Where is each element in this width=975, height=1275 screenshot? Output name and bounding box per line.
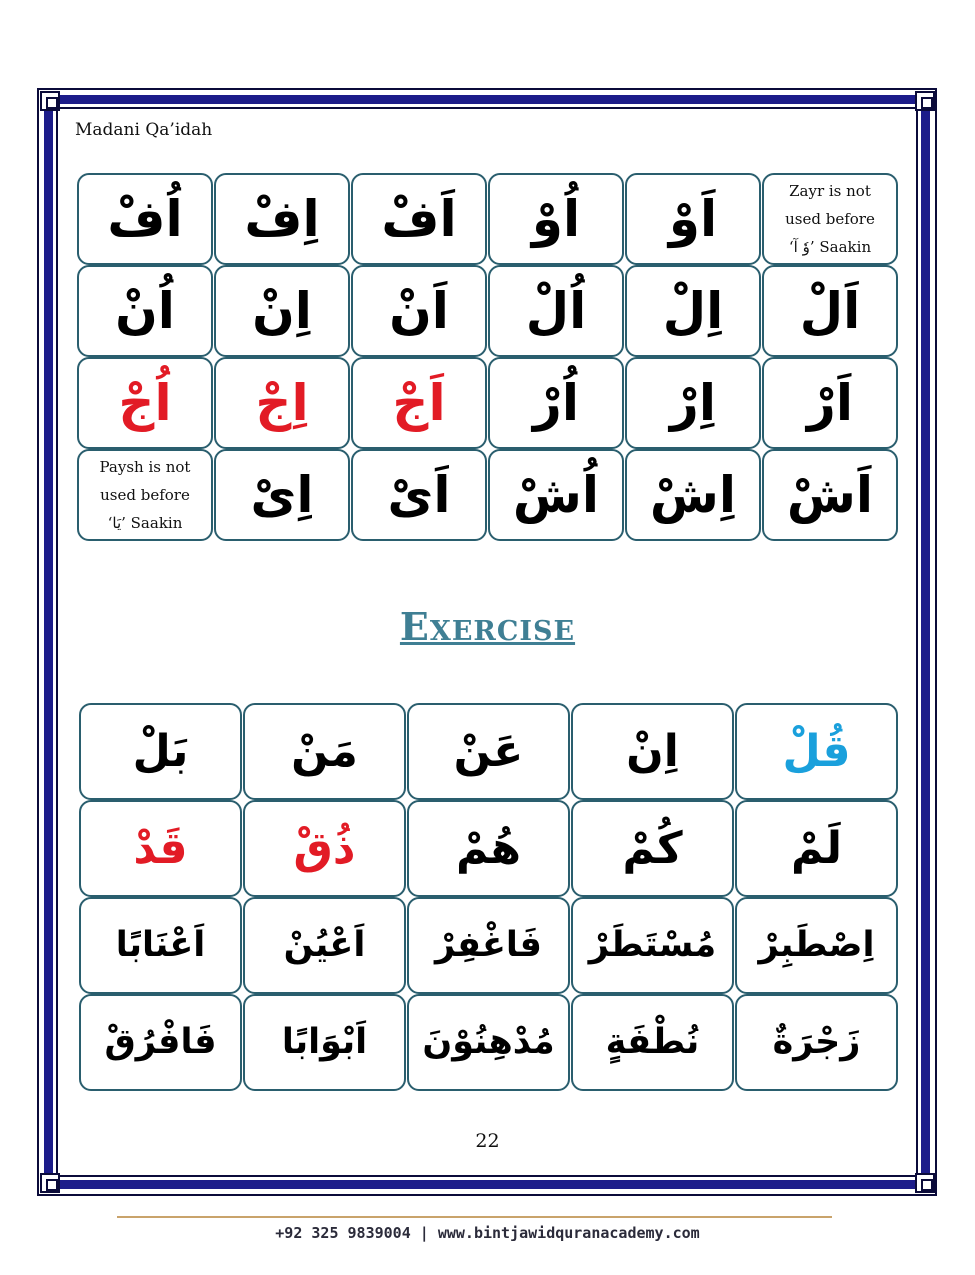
arabic-word: مَنْ — [291, 725, 358, 777]
exercise-cell — [79, 703, 242, 800]
letter-cell — [77, 173, 213, 265]
letter-cell — [762, 173, 898, 265]
letter-cell — [488, 173, 624, 265]
rule-note-line: Paysh is not — [99, 458, 191, 476]
arabic-word: نُطْفَةٍ — [605, 1022, 700, 1062]
arabic-letter: اَلْ — [799, 282, 861, 340]
exercise-cell — [79, 897, 242, 994]
exercise-cell — [571, 703, 734, 800]
arabic-word: قَدْ — [133, 822, 188, 874]
letter-cell — [488, 357, 624, 449]
rule-note — [96, 453, 195, 537]
arabic-letter: اِیْ — [250, 466, 314, 524]
corner-ornament — [40, 91, 60, 111]
letter-cell — [77, 357, 213, 449]
exercise-cell — [79, 800, 242, 897]
arabic-word: فَاغْفِرْ — [435, 925, 542, 965]
letter-cell — [351, 173, 487, 265]
letter-cell — [351, 449, 487, 541]
arabic-letter: اَشْ — [786, 466, 874, 524]
arabic-letter: اُجْ — [118, 374, 172, 432]
exercise-cell — [571, 800, 734, 897]
arabic-letter: اَفْ — [381, 190, 457, 248]
exercise-table — [79, 703, 898, 1091]
letter-cell — [77, 449, 213, 541]
arabic-letter: اِنْ — [252, 282, 312, 340]
exercise-cell — [243, 703, 406, 800]
arabic-letter: اَوْ — [668, 190, 718, 248]
letter-cell — [625, 357, 761, 449]
rule-note-line: ‘وٗ آ’ Saakin — [788, 238, 872, 256]
letter-cell — [762, 357, 898, 449]
exercise-cell — [571, 897, 734, 994]
arabic-letter: اِجْ — [255, 374, 309, 432]
footer-divider — [117, 1216, 832, 1218]
arabic-word: عَنْ — [453, 725, 524, 777]
arabic-letter: اُوْ — [531, 190, 581, 248]
letter-cell — [625, 173, 761, 265]
arabic-word: مُدْهِنُوْنَ — [422, 1022, 555, 1062]
arabic-letter: اَجْ — [392, 374, 446, 432]
arabic-word: فَافْرُقْ — [104, 1022, 217, 1062]
letter-cell — [488, 449, 624, 541]
arabic-letter: اِفْ — [244, 190, 320, 248]
arabic-word: اَبْوَابًا — [281, 1022, 368, 1062]
corner-ornament — [915, 91, 935, 111]
letter-cell — [625, 265, 761, 357]
exercise-cell — [243, 800, 406, 897]
exercise-cell — [407, 800, 570, 897]
letter-cell — [77, 265, 213, 357]
rule-note-line: ‘یَا’ Saakin — [107, 514, 183, 532]
arabic-word: اَعْنَابًا — [115, 925, 206, 965]
arabic-word: بَلْ — [132, 725, 189, 777]
letter-cell — [214, 357, 350, 449]
arabic-word: كُمْ — [622, 822, 683, 874]
exercise-cell — [735, 800, 898, 897]
arabic-letter: اَیْ — [387, 466, 451, 524]
arabic-letter: اُنْ — [115, 282, 175, 340]
letter-cell — [488, 265, 624, 357]
rule-note-line: used before — [785, 210, 875, 228]
rule-note-line: used before — [100, 486, 190, 504]
arabic-word: قُلْ — [782, 725, 851, 777]
book-title: Madani Qa’idah — [75, 120, 213, 140]
arabic-word: هُمْ — [455, 822, 521, 874]
page-number: 22 — [475, 1130, 500, 1152]
rule-note-line: Zayr is not — [789, 182, 871, 200]
arabic-letter: اُرْ — [533, 374, 579, 432]
exercise-cell — [243, 994, 406, 1091]
corner-ornament — [40, 1173, 60, 1193]
corner-ornament — [915, 1173, 935, 1193]
exercise-cell — [407, 897, 570, 994]
arabic-letter: اَنْ — [389, 282, 449, 340]
arabic-letter: اِلْ — [662, 282, 724, 340]
letter-cell — [351, 265, 487, 357]
rule-note — [781, 177, 879, 261]
arabic-word: اِصْطَبِرْ — [758, 925, 875, 965]
letter-cell — [625, 449, 761, 541]
exercise-cell — [571, 994, 734, 1091]
letter-cell — [762, 449, 898, 541]
arabic-letter: اُفْ — [107, 190, 183, 248]
exercise-cell — [407, 703, 570, 800]
arabic-word: مُسْتَطَرْ — [588, 925, 717, 965]
letter-cell — [214, 265, 350, 357]
footer-contact: +92 325 9839004 | www.bintjawidquranacademy.com — [275, 1224, 700, 1242]
arabic-letter: اَرْ — [807, 374, 853, 432]
arabic-word: اِنْ — [626, 725, 679, 777]
exercise-cell — [735, 994, 898, 1091]
exercise-heading: Exercise — [399, 604, 576, 649]
arabic-letter: اِرْ — [670, 374, 716, 432]
arabic-letter: اُلْ — [525, 282, 587, 340]
arabic-word: ذُقْ — [293, 822, 356, 874]
exercise-cell — [243, 897, 406, 994]
exercise-cell — [735, 897, 898, 994]
arabic-letter: اِشْ — [649, 466, 737, 524]
arabic-letter: اُشْ — [512, 466, 600, 524]
exercise-cell — [79, 994, 242, 1091]
letter-table — [77, 173, 898, 541]
letter-cell — [351, 357, 487, 449]
arabic-word: لَمْ — [790, 822, 843, 874]
exercise-cell — [735, 703, 898, 800]
letter-cell — [762, 265, 898, 357]
letter-cell — [214, 449, 350, 541]
arabic-word: اَعْيُنْ — [283, 925, 366, 965]
letter-cell — [214, 173, 350, 265]
exercise-cell — [407, 994, 570, 1091]
arabic-word: زَجْرَةٌ — [772, 1022, 861, 1062]
